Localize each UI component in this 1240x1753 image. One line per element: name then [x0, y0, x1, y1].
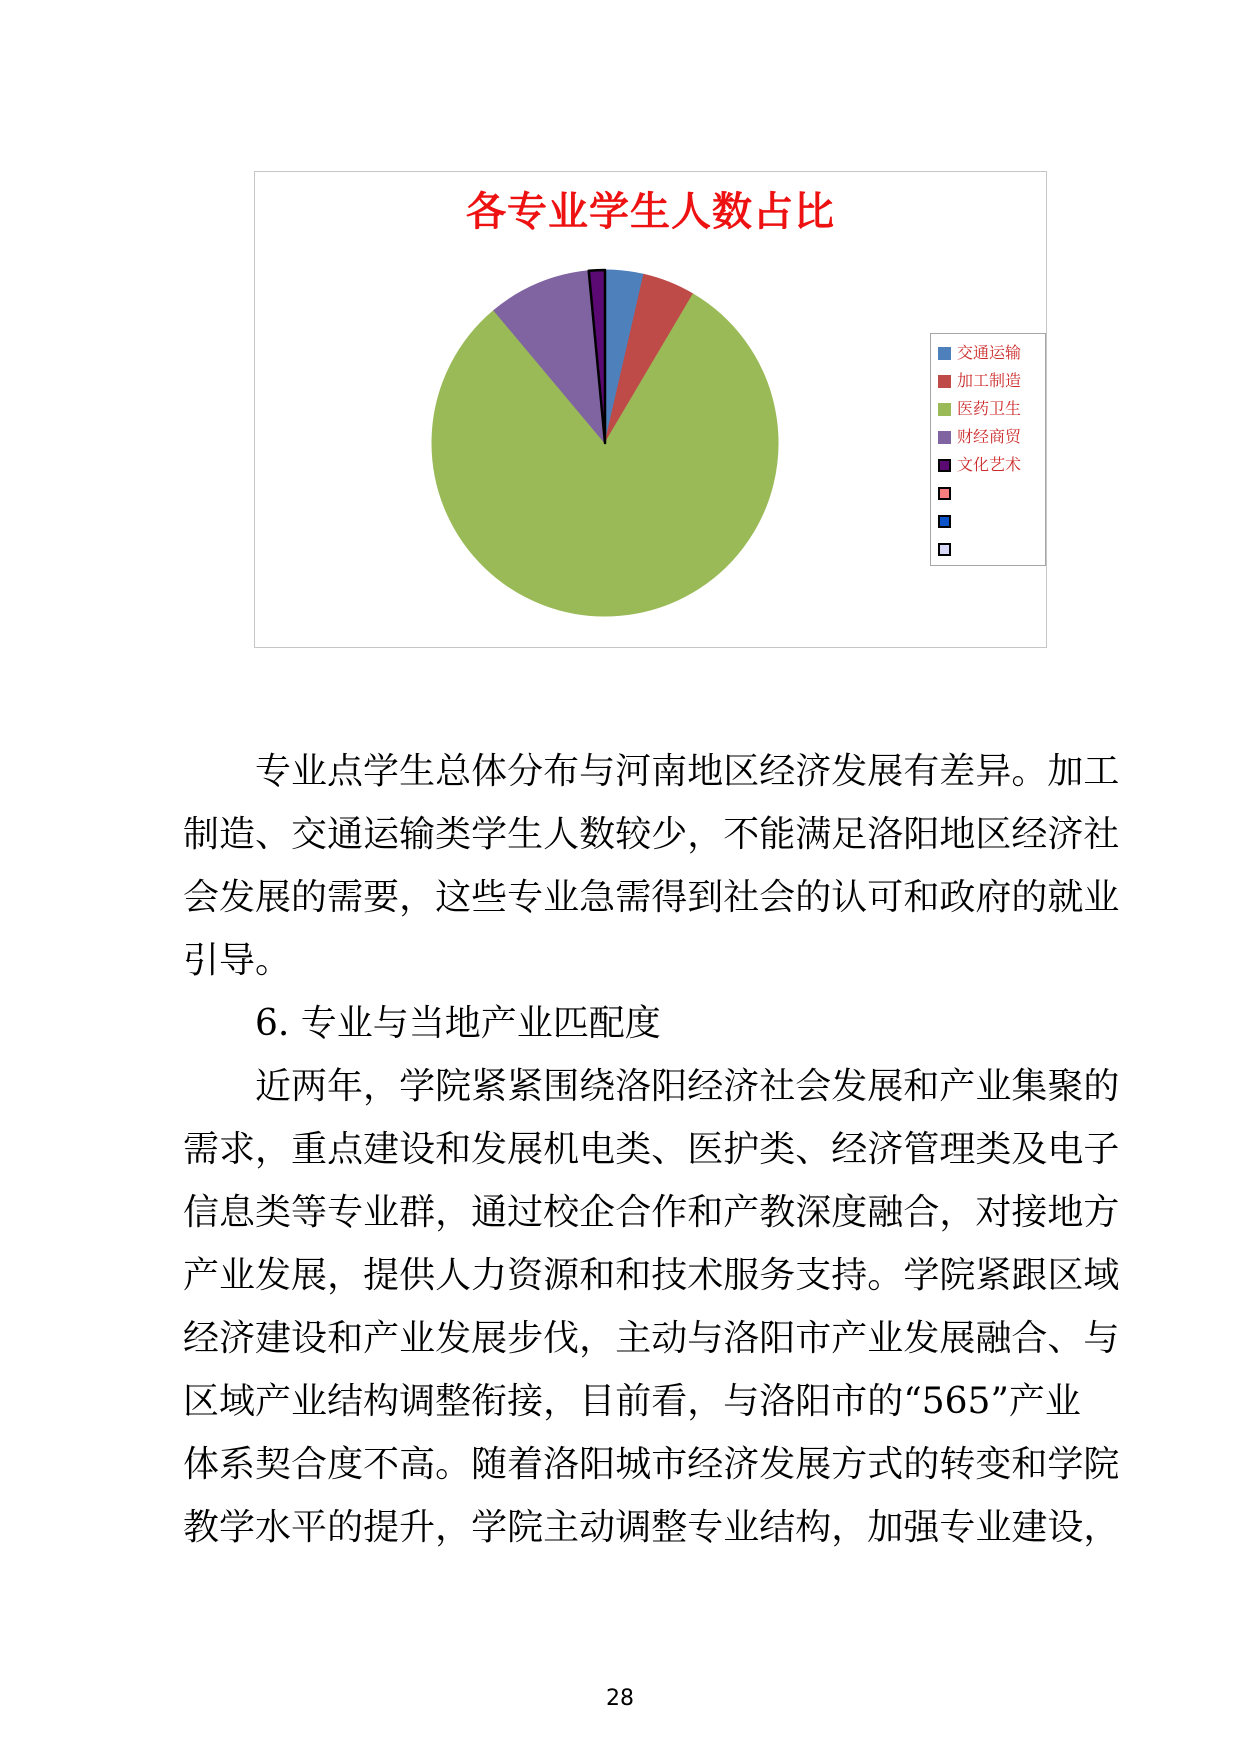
legend-label: 交通运输 — [957, 343, 1022, 362]
legend-swatch-icon — [938, 459, 951, 472]
text-line: 会 发 展 的 需 要 ， 这 些 专 业 急 需 得 到 社 会 的 认 可 和 政 府 的 就 业 — [183, 877, 1120, 918]
page-number: 28 — [606, 1686, 634, 1711]
text-line: 需 求 ， 重 点 建 设 和 发 展 机 电 类 、 医 护 类 、 经 济 管 理 类 及 电 子 — [183, 1129, 1120, 1170]
legend-swatch-icon — [938, 543, 951, 556]
text-line: 产 业 发 展 ， 提 供 人 力 资 源 和 和 技 术 服 务 支 持 。 学 院 紧 跟 区 域 — [183, 1255, 1120, 1296]
text-line: 引导。 — [183, 940, 292, 981]
legend-swatch-icon — [938, 431, 951, 444]
text-line: 区 域 产 业 结 构 调 整 衔 接 ， 目 前 看 ， 与 洛 阳 市 的 “ 5 6 5 ” 产 业 — [183, 1381, 1081, 1422]
chart-legend — [930, 333, 1046, 566]
legend-item — [931, 339, 1045, 367]
text-line: 近 两 年 ， 学 院 紧 紧 围 绕 洛 阳 经 济 社 会 发 展 和 产 业 集 聚 的 — [255, 1066, 1120, 1107]
text-line: 经 济 建 设 和 产 业 发 展 步 伐 ， 主 动 与 洛 阳 市 产 业 发 展 融 合 、 与 — [183, 1318, 1120, 1359]
text-line: 专 业 点 学 生 总 体 分 布 与 河 南 地 区 经 济 发 展 有 差 异 。 加 工 — [255, 751, 1120, 792]
text-line: 体 系 契 合 度 不 高 。 随 着 洛 阳 城 市 经 济 发 展 方 式 的 转 变 和 学 院 — [183, 1444, 1120, 1485]
text-line: 信 息 类 等 专 业 群 ， 通 过 校 企 合 作 和 产 教 深 度 融 合 ， 对 接 地 方 — [183, 1192, 1120, 1233]
legend-item — [931, 535, 1045, 563]
legend-item — [931, 423, 1045, 451]
legend-swatch-icon — [938, 375, 951, 388]
text-line: 6. 专业与当地产业匹配度 — [255, 1003, 661, 1044]
chart-area — [254, 171, 1047, 648]
legend-swatch-icon — [938, 515, 951, 528]
pie-chart — [255, 172, 1046, 647]
legend-item — [931, 395, 1045, 423]
legend-label: 加工制造 — [957, 371, 1022, 390]
text-line: 教 学 水 平 的 提 升 ， 学 院 主 动 调 整 专 业 结 构 ， 加 强 专 业 建 设 ， — [183, 1507, 1120, 1548]
legend-swatch-icon — [938, 487, 951, 500]
legend-item — [931, 367, 1045, 395]
legend-label: 财经商贸 — [957, 427, 1022, 446]
text-line: 制 造 、 交 通 运 输 类 学 生 人 数 较 少 ， 不 能 满 足 洛 阳 地 区 经 济 社 — [183, 814, 1120, 855]
legend-swatch-icon — [938, 347, 951, 360]
legend-label: 医药卫生 — [957, 399, 1022, 418]
legend-label: 文化艺术 — [957, 455, 1022, 474]
legend-item — [931, 451, 1045, 479]
chart-title: 各专业学生人数占比 — [466, 188, 835, 235]
legend-swatch-icon — [938, 403, 951, 416]
legend-item — [931, 479, 1045, 507]
legend-item — [931, 507, 1045, 535]
